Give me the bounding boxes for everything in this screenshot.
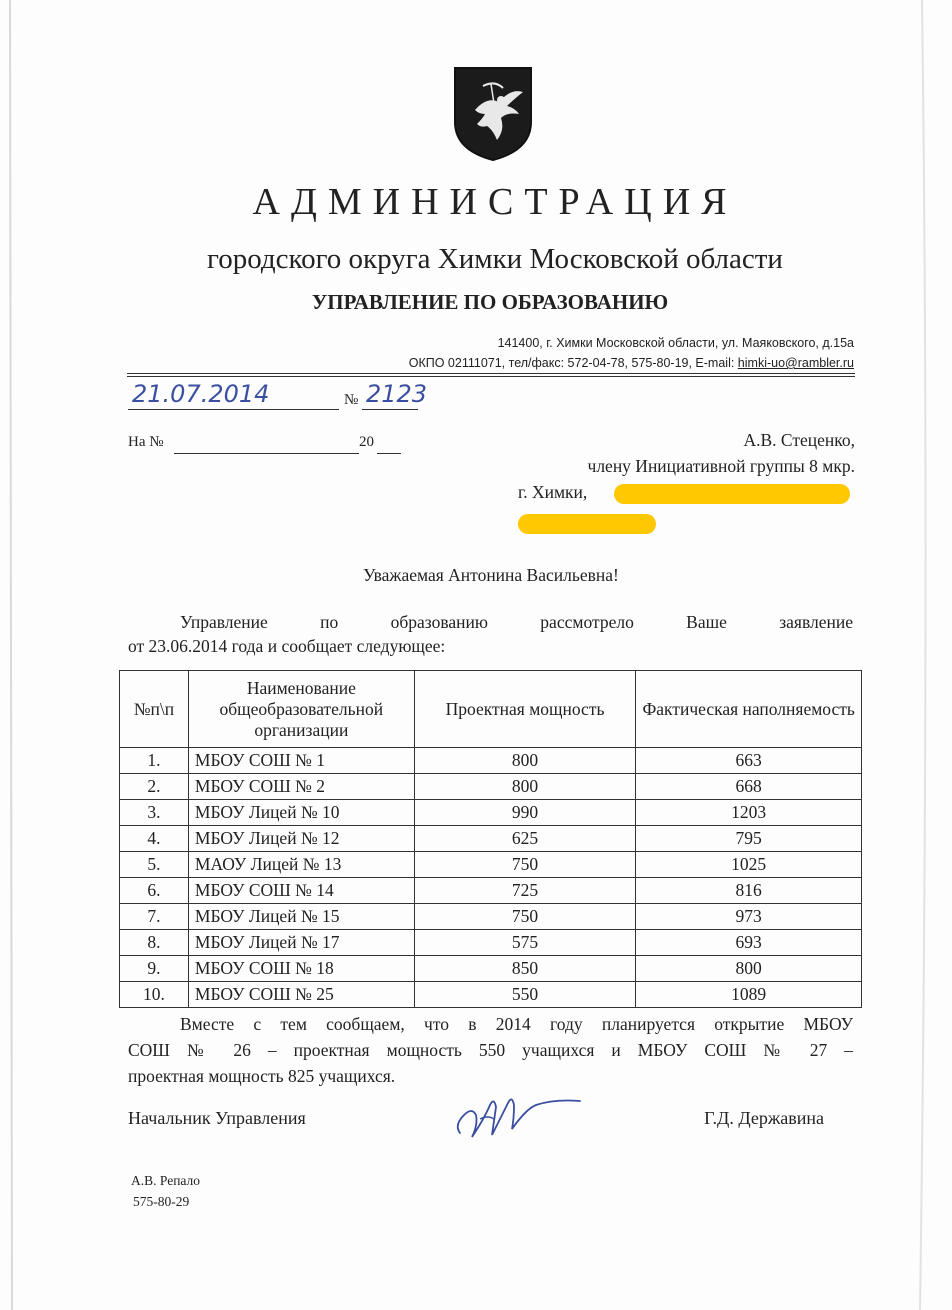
actual-enrollment-cell: 800 bbox=[636, 956, 862, 982]
intro-paragraph bbox=[128, 610, 853, 658]
school-name-cell: МБОУ Лицей № 15 bbox=[188, 904, 414, 930]
design-capacity-cell: 550 bbox=[414, 982, 636, 1008]
actual-enrollment-cell: 693 bbox=[636, 930, 862, 956]
handwritten-number: 2123 bbox=[366, 380, 428, 408]
design-capacity-cell: 725 bbox=[414, 878, 636, 904]
contacts-line bbox=[254, 356, 854, 370]
actual-enrollment-cell: 663 bbox=[636, 748, 862, 774]
school-name-cell: МБОУ СОШ № 1 bbox=[188, 748, 414, 774]
school-name-cell: МБОУ СОШ № 18 bbox=[188, 956, 414, 982]
signatory-name: Г.Д. Державина bbox=[704, 1108, 824, 1128]
row-number-cell: 5. bbox=[120, 852, 189, 878]
table-row bbox=[120, 982, 862, 1008]
row-number-cell: 2. bbox=[120, 774, 189, 800]
greeting: Уважаемая Антонина Васильевна! bbox=[363, 565, 619, 585]
table-header-row bbox=[120, 671, 862, 748]
actual-enrollment-cell: 795 bbox=[636, 826, 862, 852]
closing-line-2: СОШ № 26 – проектная мощность 550 учащихся и МБОУ СОШ № 27 – bbox=[128, 1040, 853, 1060]
number-label: № bbox=[344, 392, 359, 408]
signatory-position: Начальник Управления bbox=[128, 1108, 306, 1128]
row-number-cell: 1. bbox=[120, 748, 189, 774]
email-link[interactable]: himki-uo@rambler.ru bbox=[737, 356, 854, 370]
design-capacity-cell: 750 bbox=[414, 904, 636, 930]
actual-enrollment-cell: 1025 bbox=[636, 852, 862, 878]
school-name-cell: МАОУ Лицей № 13 bbox=[188, 852, 414, 878]
addressee-name: А.В. Стеценко, bbox=[743, 430, 855, 450]
table-row bbox=[120, 904, 862, 930]
design-capacity-cell: 990 bbox=[414, 800, 636, 826]
col-header-number: №п\п bbox=[120, 671, 189, 748]
col-header-name: Наименование общеобразовательной организации bbox=[188, 671, 414, 748]
table-row bbox=[120, 852, 862, 878]
ref-year: 20 bbox=[359, 434, 374, 450]
actual-enrollment-cell: 1089 bbox=[636, 982, 862, 1008]
actual-enrollment-cell: 668 bbox=[636, 774, 862, 800]
executor-block bbox=[131, 1170, 200, 1212]
table-row bbox=[120, 956, 862, 982]
row-number-cell: 9. bbox=[120, 956, 189, 982]
header-divider bbox=[127, 373, 855, 374]
ref-label: На № bbox=[128, 434, 164, 450]
khimki-coat-of-arms-icon bbox=[453, 66, 533, 162]
district-subtitle: городского округа Химки Московской области bbox=[207, 243, 783, 275]
design-capacity-cell: 800 bbox=[414, 774, 636, 800]
redaction-highlight-2 bbox=[518, 514, 656, 534]
table-row bbox=[120, 800, 862, 826]
handwritten-date: 21.07.2014 bbox=[132, 380, 270, 408]
school-name-cell: МБОУ Лицей № 12 bbox=[188, 826, 414, 852]
executor-phone: 575-80-29 bbox=[133, 1194, 190, 1209]
handwritten-signature bbox=[450, 1085, 590, 1145]
addressee-city: г. Химки, bbox=[518, 482, 588, 502]
actual-enrollment-cell: 816 bbox=[636, 878, 862, 904]
schools-table bbox=[119, 670, 862, 1008]
executor-name: А.В. Репало bbox=[131, 1173, 201, 1188]
row-number-cell: 6. bbox=[120, 878, 189, 904]
administration-title: АДМИНИСТРАЦИЯ bbox=[252, 181, 738, 223]
table-row bbox=[120, 774, 862, 800]
addressee-role: члену Инициативной группы 8 мкр. bbox=[587, 456, 855, 476]
design-capacity-cell: 625 bbox=[414, 826, 636, 852]
school-name-cell: МБОУ Лицей № 17 bbox=[188, 930, 414, 956]
table-row bbox=[120, 878, 862, 904]
closing-paragraph bbox=[128, 1011, 853, 1089]
ref-year-underline bbox=[377, 435, 401, 454]
design-capacity-cell: 850 bbox=[414, 956, 636, 982]
actual-enrollment-cell: 973 bbox=[636, 904, 862, 930]
closing-line-1: Вместе с тем сообщаем, что в 2014 году планируется открытие МБОУ bbox=[180, 1014, 853, 1034]
actual-enrollment-cell: 1203 bbox=[636, 800, 862, 826]
school-name-cell: МБОУ Лицей № 10 bbox=[188, 800, 414, 826]
row-number-cell: 10. bbox=[120, 982, 189, 1008]
intro-line-2: от 23.06.2014 года и сообщает следующее: bbox=[128, 636, 446, 656]
school-name-cell: МБОУ СОШ № 2 bbox=[188, 774, 414, 800]
col-header-capacity: Проектная мощность bbox=[414, 671, 636, 748]
ref-underline bbox=[174, 435, 359, 454]
table-row bbox=[120, 826, 862, 852]
header-divider-thin bbox=[127, 376, 855, 377]
table-row bbox=[120, 748, 862, 774]
row-number-cell: 7. bbox=[120, 904, 189, 930]
col-header-actual: Фактическая наполняемость bbox=[636, 671, 862, 748]
school-name-cell: МБОУ СОШ № 25 bbox=[188, 982, 414, 1008]
row-number-cell: 4. bbox=[120, 826, 189, 852]
contacts-text: ОКПО 02111071, тел/факс: 572-04-78, 575-80-19, E-mail: bbox=[408, 356, 738, 370]
postal-address: 141400, г. Химки Московской области, ул. Маяковского, д.15а bbox=[497, 336, 854, 350]
intro-line-1: Управление по образованию рассмотрело Ваше заявление bbox=[180, 612, 853, 632]
department-title: УПРАВЛЕНИЕ ПО ОБРАЗОВАНИЮ bbox=[311, 290, 669, 314]
row-number-cell: 3. bbox=[120, 800, 189, 826]
design-capacity-cell: 750 bbox=[414, 852, 636, 878]
design-capacity-cell: 575 bbox=[414, 930, 636, 956]
table-row bbox=[120, 930, 862, 956]
design-capacity-cell: 800 bbox=[414, 748, 636, 774]
school-name-cell: МБОУ СОШ № 14 bbox=[188, 878, 414, 904]
row-number-cell: 8. bbox=[120, 930, 189, 956]
redaction-highlight bbox=[614, 484, 850, 504]
closing-line-3: проектная мощность 825 учащихся. bbox=[128, 1066, 396, 1086]
